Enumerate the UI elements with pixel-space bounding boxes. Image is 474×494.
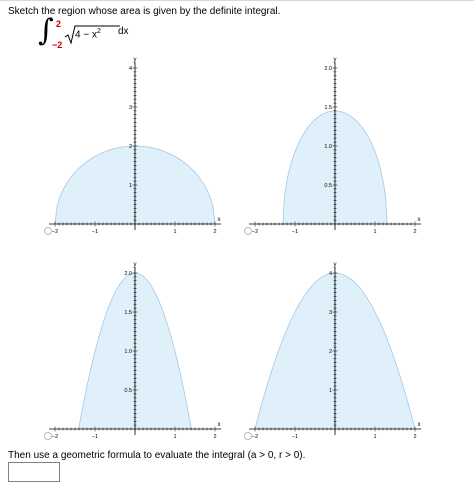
- y-tick-label: 0.5: [324, 183, 332, 189]
- graph-option-3-radio[interactable]: [44, 432, 52, 440]
- y-tick-label: 4: [128, 66, 132, 72]
- x-axis-label: x: [217, 422, 221, 428]
- graph-option-1: [45, 54, 225, 234]
- answer-input[interactable]: [8, 462, 60, 482]
- graph-option-4-radio[interactable]: [244, 432, 252, 440]
- x-tick-label: −2: [51, 434, 59, 439]
- graph-option-4: [245, 259, 425, 439]
- x-axis-label: x: [217, 217, 221, 223]
- y-tick-label: 0.5: [124, 388, 132, 394]
- y-tick-label: 1: [128, 183, 132, 189]
- y-tick-label: 1.5: [324, 105, 332, 111]
- x-tick-label: 2: [213, 229, 217, 234]
- y-tick-label: 2: [128, 144, 132, 150]
- y-axis-label: y: [133, 262, 137, 268]
- graph-option-4-plot: [245, 259, 425, 439]
- integral-expression: [38, 13, 158, 52]
- graph-option-3-plot: [45, 259, 225, 439]
- x-tick-label: 2: [213, 434, 217, 439]
- x-tick-label: 1: [373, 434, 377, 439]
- integral-sign: ∫: [38, 13, 54, 48]
- x-tick-label: 1: [373, 229, 377, 234]
- radicand-text: 4 − x: [75, 29, 97, 41]
- graph-option-1-plot: [45, 54, 225, 234]
- x-tick-label: 1: [173, 229, 177, 234]
- x-tick-label: −2: [51, 229, 59, 234]
- integral-upper-limit: 2: [56, 19, 62, 29]
- radicand-exponent: 2: [96, 28, 101, 35]
- y-tick-label: 1.0: [324, 144, 332, 150]
- x-tick-label: −2: [251, 229, 259, 234]
- x-tick-label: −1: [91, 434, 99, 439]
- integral-radicand: [75, 28, 101, 40]
- x-tick-label: 1: [173, 434, 177, 439]
- graph-option-3: [45, 259, 225, 439]
- y-tick-label: 3: [128, 105, 132, 111]
- integral-differential: dx: [118, 26, 129, 37]
- graph-option-2: [245, 54, 425, 234]
- y-axis-label: y: [133, 57, 137, 63]
- y-tick-label: 3: [328, 310, 332, 316]
- y-tick-label: 1.5: [124, 310, 132, 316]
- x-tick-label: −1: [91, 229, 99, 234]
- y-tick-label: 4: [328, 271, 332, 277]
- question-prompt: Sketch the region whose area is given by the definite integral.: [8, 6, 281, 17]
- y-tick-label: 2.0: [124, 271, 132, 277]
- graph-option-1-radio[interactable]: [44, 227, 52, 235]
- x-tick-label: −1: [291, 229, 299, 234]
- x-tick-label: 2: [413, 434, 417, 439]
- y-tick-label: 2.0: [324, 66, 332, 72]
- followup-prompt: Then use a geometric formula to evaluate the integral (a > 0, r > 0).: [8, 450, 306, 461]
- y-axis-label: y: [333, 262, 337, 268]
- x-tick-label: −1: [291, 434, 299, 439]
- x-axis-label: x: [417, 422, 421, 428]
- y-tick-label: 1: [328, 388, 332, 394]
- y-tick-label: 2: [328, 349, 332, 355]
- top-divider: [0, 0, 474, 1]
- x-tick-label: −2: [251, 434, 259, 439]
- graph-option-2-radio[interactable]: [244, 227, 252, 235]
- graph-option-2-plot: [245, 54, 425, 234]
- integral-lower-limit: −2: [52, 40, 63, 50]
- y-tick-label: 1.0: [124, 349, 132, 355]
- y-axis-label: y: [333, 57, 337, 63]
- x-tick-label: 2: [413, 229, 417, 234]
- x-axis-label: x: [417, 217, 421, 223]
